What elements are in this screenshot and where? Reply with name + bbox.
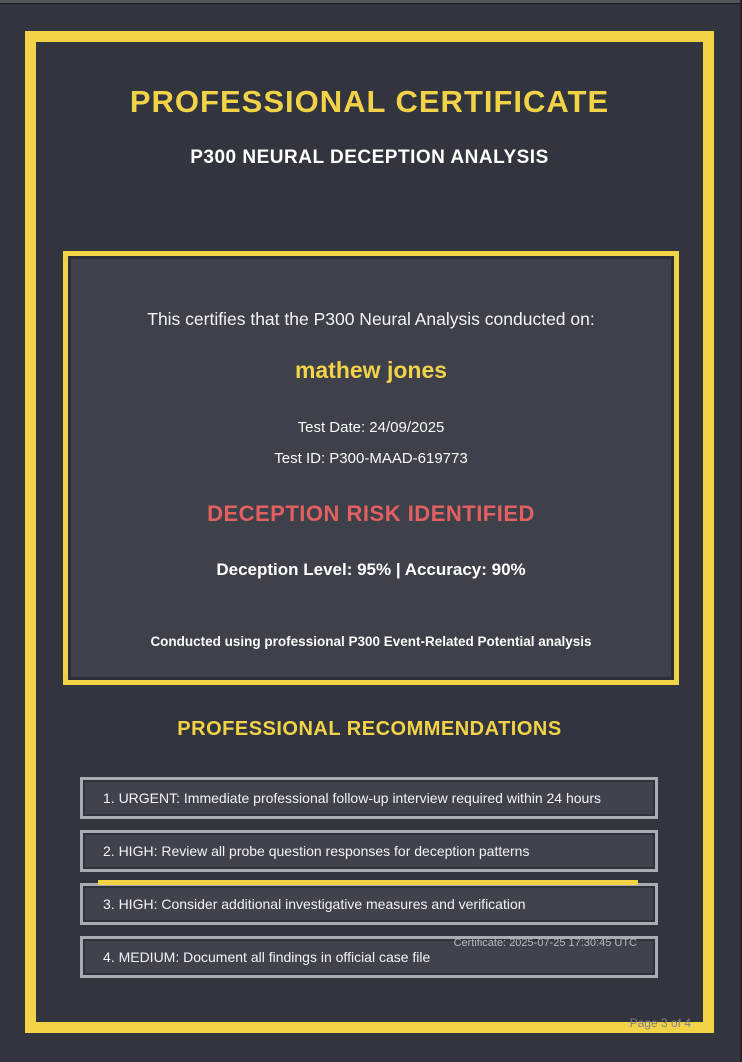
recommendation-item: 4. MEDIUM: Document all findings in official case file [80,936,658,978]
page-indicator: Page 3 of 4 [629,1016,691,1030]
yellow-accent-line [98,880,638,885]
test-id: Test ID: P300-MAAD-619773 [274,450,468,467]
method-note: Conducted using professional P300 Event-Related Potential analysis [150,634,592,649]
certify-intro-text: This certifies that the P300 Neural Analysis conducted on: [147,309,595,329]
certificate-timestamp: Certificate: 2025-07-25 17:30:45 UTC [453,937,637,949]
page-title: PROFESSIONAL CERTIFICATE [129,84,610,119]
recommendation-item: 3. HIGH: Consider additional investigative measures and verification [80,883,658,925]
window-top-strip [0,0,742,4]
test-date: Test Date: 24/09/2025 [297,419,445,436]
recommendations-heading: PROFESSIONAL RECOMMENDATIONS [177,718,562,740]
recommendation-item: 1. URGENT: Immediate professional follow-up interview required within 24 hours [80,777,658,819]
metrics-line: Deception Level: 95% | Accuracy: 90% [216,560,526,579]
recommendation-item: 2. HIGH: Review all probe question responses for deception patterns [80,830,658,872]
page-subtitle: P300 NEURAL DECEPTION ANALYSIS [190,147,549,168]
subject-name: mathew jones [294,357,448,383]
risk-status-heading: DECEPTION RISK IDENTIFIED [207,501,535,526]
